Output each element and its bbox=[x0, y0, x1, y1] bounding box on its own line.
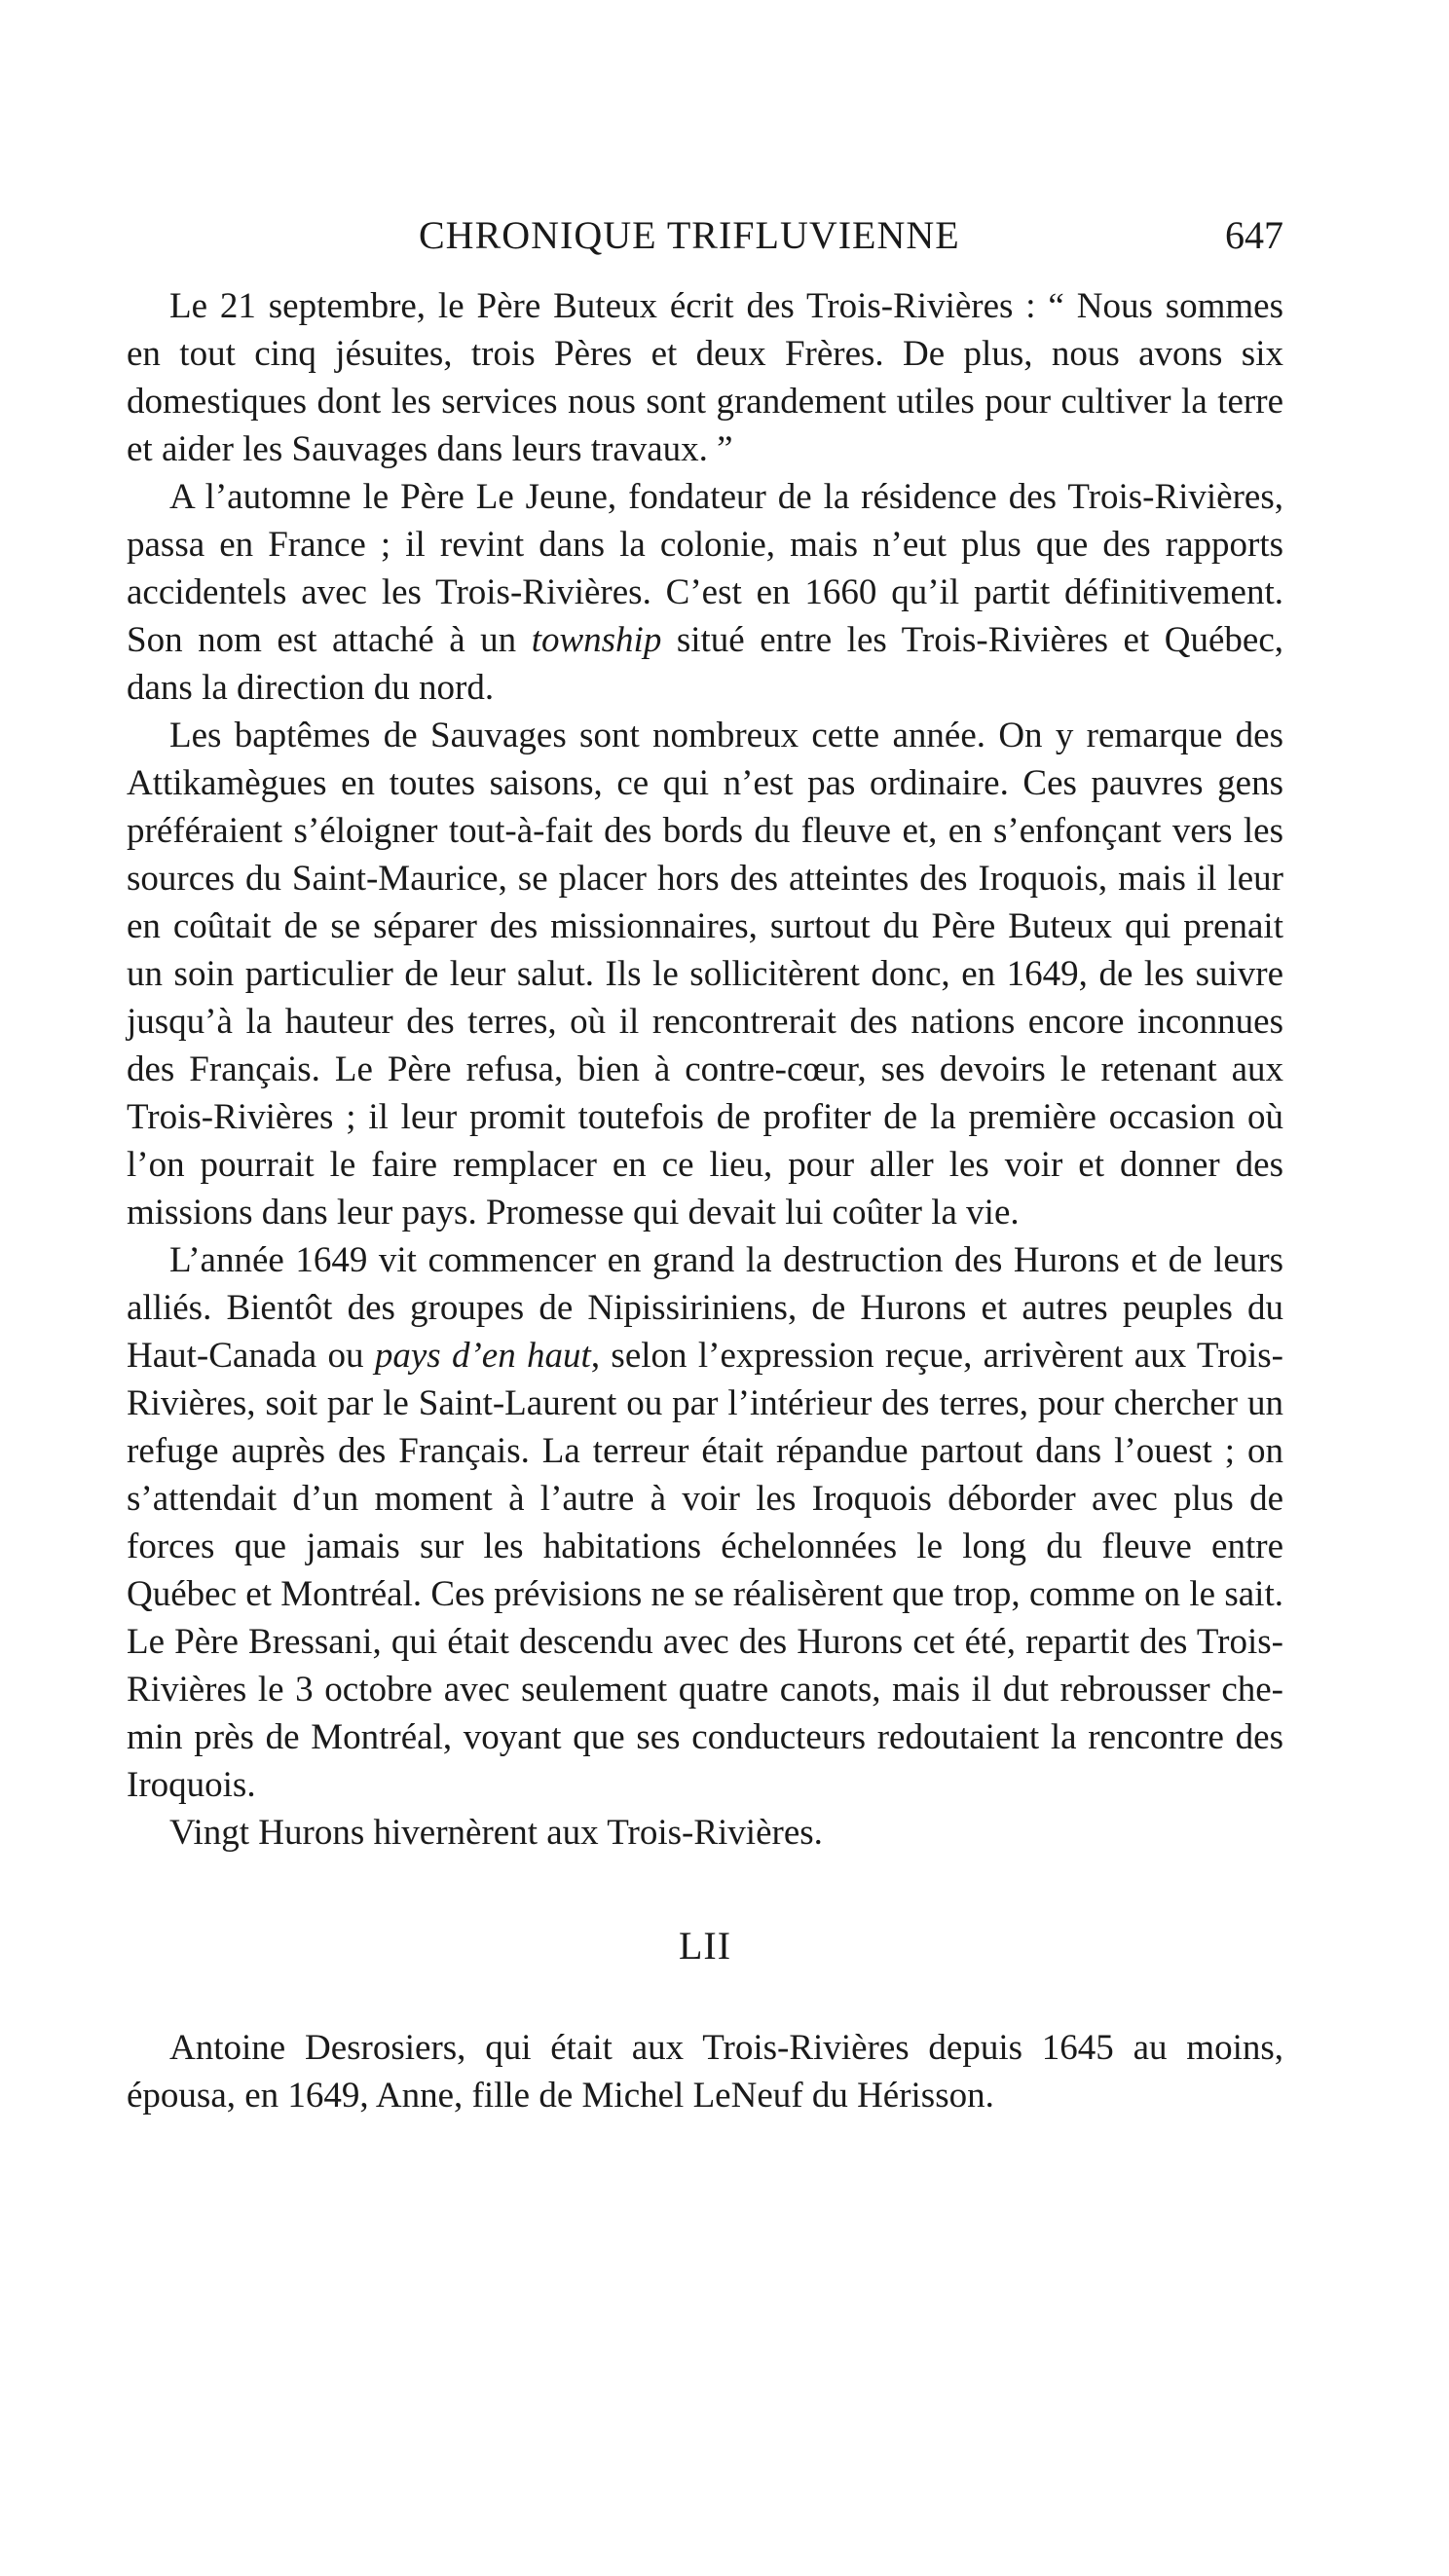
paragraph-le-jeune bbox=[127, 473, 1283, 712]
chapter-heading: LII bbox=[678, 1924, 732, 1968]
running-title: CHRONIQUE TRIFLUVIENNE bbox=[419, 213, 960, 257]
italic-term: pays d’en haut bbox=[374, 1336, 591, 1376]
paragraph-text: L’année 1649 vit commencer en grand la destruction des Hurons et de leurs alliés. Bientôt des groupes de Nipissiriniens, de Hurons et autres peuples du Haut-Canada ou bbox=[127, 1240, 1283, 1376]
running-head bbox=[0, 206, 1449, 265]
paragraph-desrosiers: Antoine Desrosiers, qui était aux Trois-Rivières depuis 1645 au moins, épousa, en 1649, Anne, fille de Michel LeNeuf du Hérisson. bbox=[127, 2028, 1283, 2116]
paragraph-vingt-hurons: Vingt Hurons hivernèrent aux Trois-Rivières. bbox=[169, 1813, 823, 1853]
paragraph-buteux-letter: Le 21 septembre, le Père Buteux écrit des Trois-Rivières : “ Nous sommes en tout cinq jésuites, trois Pères et deux Frères. De plus, nous avons six domestiques dont les services nous sont grandement utiles pour cultiver la terre et aider les Sauvages dans leurs travaux. ” bbox=[127, 286, 1283, 469]
page-number: 647 bbox=[1225, 213, 1283, 257]
body-text bbox=[127, 282, 1283, 2119]
paragraph-text: situé entre les Trois-Rivières et Québec, dans la direction du nord. bbox=[127, 620, 1283, 708]
paragraph-baptemes: Les baptêmes de Sauvages sont nombreux cette année. On y remarque des Attikamègues en toutes saisons, ce qui n’est pas ordinaire. Ces pauvres gens préféraient s’éloigner tout-à-fait des bords du fleuve et, en s’enfonçant vers les sources du Saint-Maurice, se placer hors des atteintes des Iroquois, mais il leur en coûtait de se séparer des missionnaires, surtout du Père Buteux qui prenait un soin particulier de leur salut. Ils le sollicitèrent donc, en 1649, de les suivre jusqu’à la hauteur des terres, où il rencontrerait des nations encore inconnues des Français. Le Père refusa, bien à contre-cœur, ses devoirs le retenant aux Trois-Rivières ; il leur promit toutefois de profiter de la première occasion où l’on pourrait le faire remplacer en ce lieu, pour aller les voir et donner des missions dans leur pays. Promesse qui devait lui coûter la vie. bbox=[127, 716, 1283, 1233]
paragraph-text: A l’automne le Père Le Jeune, fondateur de la résidence des Trois-Rivières, passa en France ; il revint dans la colonie, mais n’eut plus que des rapports accidentels avec les Trois-Rivières. C’est en 1660 qu’il partit définitivement. Son nom est attaché à un bbox=[127, 477, 1283, 660]
paragraph-text: , selon l’expression reçue, arrivèrent aux Trois-Rivières, soit par le Saint-Laurent ou par l’intérieur des terres, pour chercher un refuge auprès des Français. La terreur était répandue partout dans l’ouest ; on s’attendait d’un moment à l’autre à voir les Iroquois déborder avec plus de forces que jamais sur les habitations échelonnées le long du fleuve entre Québec et Montréal. Ces prévisions ne se réalisèrent que trop, comme on le sait. Le Père Bressani, qui était descendu avec des Hurons cet été, repartit des Trois-Rivières le 3 octobre avec seulement quatre canots, mais il dut rebrousser chemin près de Montréal, voyant que ses conducteurs redoutaient la rencontre des Iroquois. bbox=[127, 1336, 1283, 1805]
italic-term: township bbox=[531, 620, 662, 660]
paragraph-hurons-destruction bbox=[127, 1236, 1283, 1809]
